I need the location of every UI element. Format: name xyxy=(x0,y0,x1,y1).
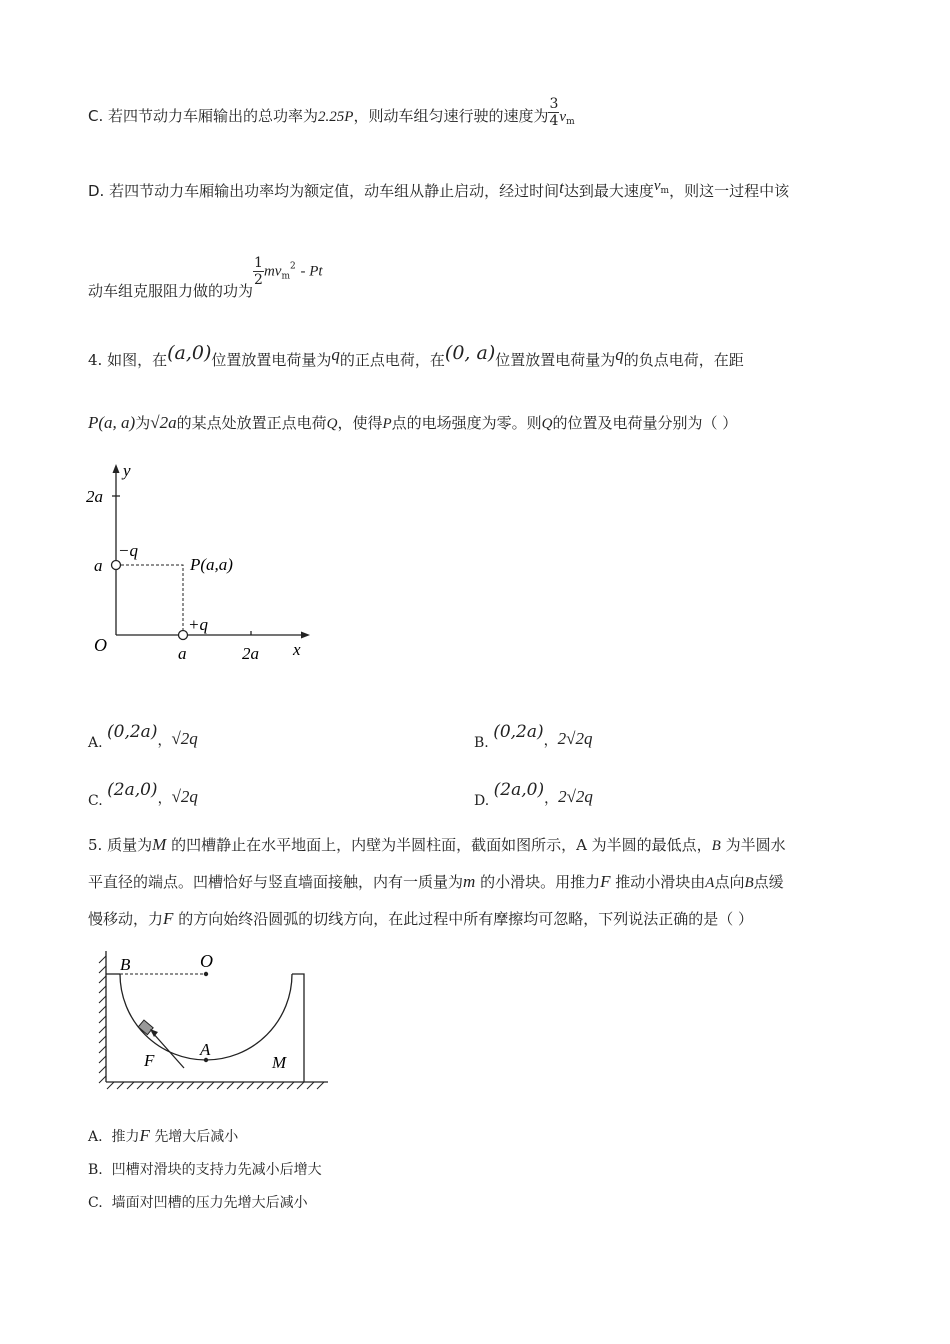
negative-charge-label: −q xyxy=(118,541,138,560)
y-tick-a-label: a xyxy=(94,556,103,575)
label-o: O xyxy=(200,951,213,971)
positive-charge-marker xyxy=(179,631,188,640)
q4-option-c[interactable]: C. (2a,0)，√2q xyxy=(88,780,198,809)
negative-charge-marker xyxy=(112,561,121,570)
q5-option-b[interactable]: B. 凹槽对滑块的支持力先减小后增大 xyxy=(88,1162,322,1178)
option-label: C. xyxy=(88,107,104,125)
center-point xyxy=(204,972,208,976)
fraction: $\frac{3}{4}$ xyxy=(549,96,559,129)
q4-option-b[interactable]: B. (0,2a)，2√2q xyxy=(474,722,593,751)
force-arrow-icon xyxy=(150,1029,158,1037)
origin-label: O xyxy=(94,635,107,655)
q3-option-d-line2: 动车组克服阻力做的功为 $\frac{1}{2}$ $mv_m^2$ - Pt xyxy=(88,255,323,300)
dashed-guide xyxy=(121,565,183,630)
slider-block xyxy=(138,1020,153,1035)
label-b: B xyxy=(120,955,131,974)
distance: √2a xyxy=(150,413,177,432)
groove-right-wall xyxy=(292,974,304,1082)
power-value: 2.25P xyxy=(318,109,354,125)
x-tick-2a-label: 2a xyxy=(242,644,259,663)
q5-stem-line3: 慢移动，力F 的方向始终沿圆弧的切线方向，在此过程中所有摩擦均可忽略，下列说法正确的是（ ） xyxy=(88,909,753,928)
x-arrow-icon xyxy=(301,632,310,639)
ground-hatching xyxy=(107,1082,324,1089)
x-tick-a-label: a xyxy=(178,644,187,663)
q5-option-a[interactable]: A. 推力F 先增大后减小 xyxy=(88,1126,239,1145)
q4-stem-line1: 4. 如图，在(a,0)位置放置电荷量为q的正点电荷，在(0, a)位置放置电荷量为q的负点电荷，在距 xyxy=(88,342,744,369)
x-axis-label: x xyxy=(293,640,301,659)
positive-charge-label: +q xyxy=(188,615,208,634)
fraction: $\frac{1}{2}$ xyxy=(254,255,263,288)
q4-figure xyxy=(84,462,324,672)
option-label: D. xyxy=(88,182,105,200)
label-f: F xyxy=(144,1051,155,1070)
y-axis-label: y xyxy=(123,462,131,480)
q4-option-a[interactable]: A. (0,2a)，√2q xyxy=(88,722,198,751)
wall-hatching xyxy=(99,956,106,1083)
q5-stem-line2: 平直径的端点。凹槽恰好与竖直墙面接触，内有一质量为m 的小滑块。用推力F 推动小滑块由A点向B点缓 xyxy=(88,872,784,891)
q4-stem-line2: P(a, a)为√2a的某点处放置正点电荷Q，使得P点的电场强度为零。则Q的位置及电荷量分别为（ ） xyxy=(88,413,738,432)
label-m: M xyxy=(272,1053,287,1072)
q3-option-d: D. 若四节动力车厢输出功率均为额定值，动车组从静止启动，经过时间t达到最大速度$v^m$，则这一过程中该 xyxy=(88,178,790,200)
force-line xyxy=(152,1032,184,1068)
y-arrow-icon xyxy=(113,464,120,473)
point-p-label: P(a,a) xyxy=(190,555,233,574)
q5-stem-line1: 5. 质量为M 的凹槽静止在水平地面上，内壁为半圆柱面，截面如图所示，A 为半圆的最低点，B 为半圆水 xyxy=(88,835,786,854)
q5-option-c[interactable]: C. 墙面对凹槽的压力先增大后减小 xyxy=(88,1195,308,1211)
point-p: P(a, a) xyxy=(88,413,136,432)
y-tick-2a-label: 2a xyxy=(86,487,103,506)
q5-figure xyxy=(96,946,332,1096)
coord-positive-charge: (a,0) xyxy=(167,342,212,364)
label-a: A xyxy=(200,1040,211,1059)
q3-option-c: C. 若四节动力车厢输出的总功率为2.25P，则动车组匀速行驶的速度为 $\frac{3}{4}$ $v_m$ xyxy=(88,96,575,129)
q4-option-d[interactable]: D. (2a,0)，2√2q xyxy=(474,780,593,809)
coord-negative-charge: (0, a) xyxy=(444,342,496,364)
